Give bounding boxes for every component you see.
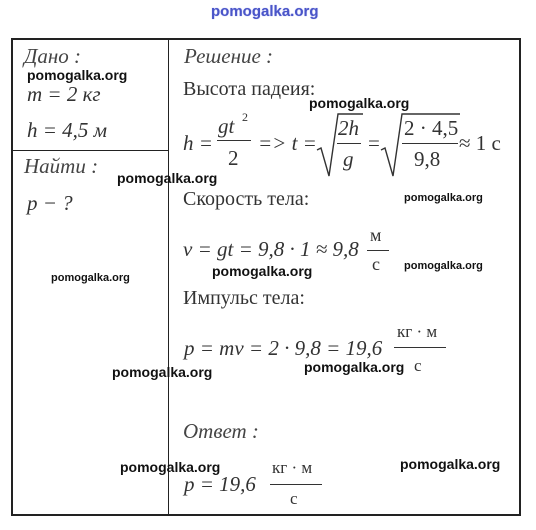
- impulse-eq-expr: p = mv = 2 · 9,8 = 19,6: [184, 336, 383, 360]
- fall-eq-sup: 2: [242, 110, 248, 124]
- sqrt1-frac-bar: [337, 143, 361, 144]
- watermark-top: pomogalka.org: [211, 3, 319, 20]
- sqrt1-den: g: [343, 147, 354, 171]
- given-heading: Дано :: [24, 44, 82, 68]
- find-target: p − ?: [27, 191, 73, 215]
- speed-unit-num: м: [370, 225, 382, 245]
- watermark: pomogalka.org: [51, 272, 130, 284]
- answer-unit-num: кг · м: [272, 458, 313, 477]
- fall-eq-den: 2: [228, 146, 239, 170]
- column-divider: [168, 38, 169, 516]
- watermark: pomogalka.org: [212, 263, 313, 279]
- impulse-unit-den: с: [414, 356, 422, 375]
- watermark: pomogalka.org: [120, 459, 221, 475]
- given-find-divider: [11, 150, 169, 151]
- table-bottom-border: [11, 514, 521, 516]
- fall-eq-lhs: h =: [183, 131, 213, 155]
- speed-unit-den: с: [372, 254, 380, 274]
- given-height: h = 4,5 м: [27, 118, 108, 142]
- impulse-title: Импульс тела:: [183, 287, 305, 309]
- fall-eq-num: gt: [218, 114, 235, 138]
- speed-title: Скорость тела:: [183, 188, 310, 210]
- given-mass: m = 2 кг: [27, 82, 101, 106]
- find-heading: Найти :: [24, 154, 99, 178]
- fall-eq-frac-bar: [217, 140, 251, 141]
- sqrt2-num: 2 · 4,5: [404, 116, 459, 140]
- fall-eq-result: ≈ 1 с: [459, 131, 501, 155]
- fall-eq-arrow: => t =: [258, 131, 317, 155]
- speed-unit-bar: [367, 250, 389, 251]
- impulse-unit-num: кг · м: [397, 322, 438, 341]
- fall-height-title: Высота падеия:: [183, 78, 316, 100]
- speed-eq-expr: v = gt = 9,8 · 1 ≈ 9,8: [183, 237, 359, 261]
- watermark: pomogalka.org: [117, 170, 218, 186]
- watermark: pomogalka.org: [309, 95, 410, 111]
- table-right-border: [519, 38, 521, 516]
- impulse-unit-bar: [394, 347, 446, 348]
- answer-heading: Ответ :: [183, 419, 259, 443]
- sqrt1-num: 2h: [338, 116, 359, 140]
- table-left-border: [11, 38, 13, 516]
- fall-eq-equals: =: [368, 131, 380, 155]
- watermark: pomogalka.org: [112, 364, 213, 380]
- watermark: pomogalka.org: [404, 260, 483, 272]
- watermark: pomogalka.org: [27, 67, 128, 83]
- watermark: pomogalka.org: [404, 192, 483, 204]
- watermark-impulse-overlap: pomogalka.org: [304, 359, 405, 375]
- solution-heading: Решение :: [184, 44, 274, 68]
- table-top-border: [11, 38, 521, 40]
- sqrt2-frac-bar: [402, 143, 458, 144]
- answer-unit-bar: [270, 484, 322, 485]
- answer-unit-den: с: [290, 489, 298, 508]
- sqrt2-den: 9,8: [414, 147, 441, 171]
- answer-expr: p = 19,6: [184, 472, 256, 496]
- watermark: pomogalka.org: [400, 456, 501, 472]
